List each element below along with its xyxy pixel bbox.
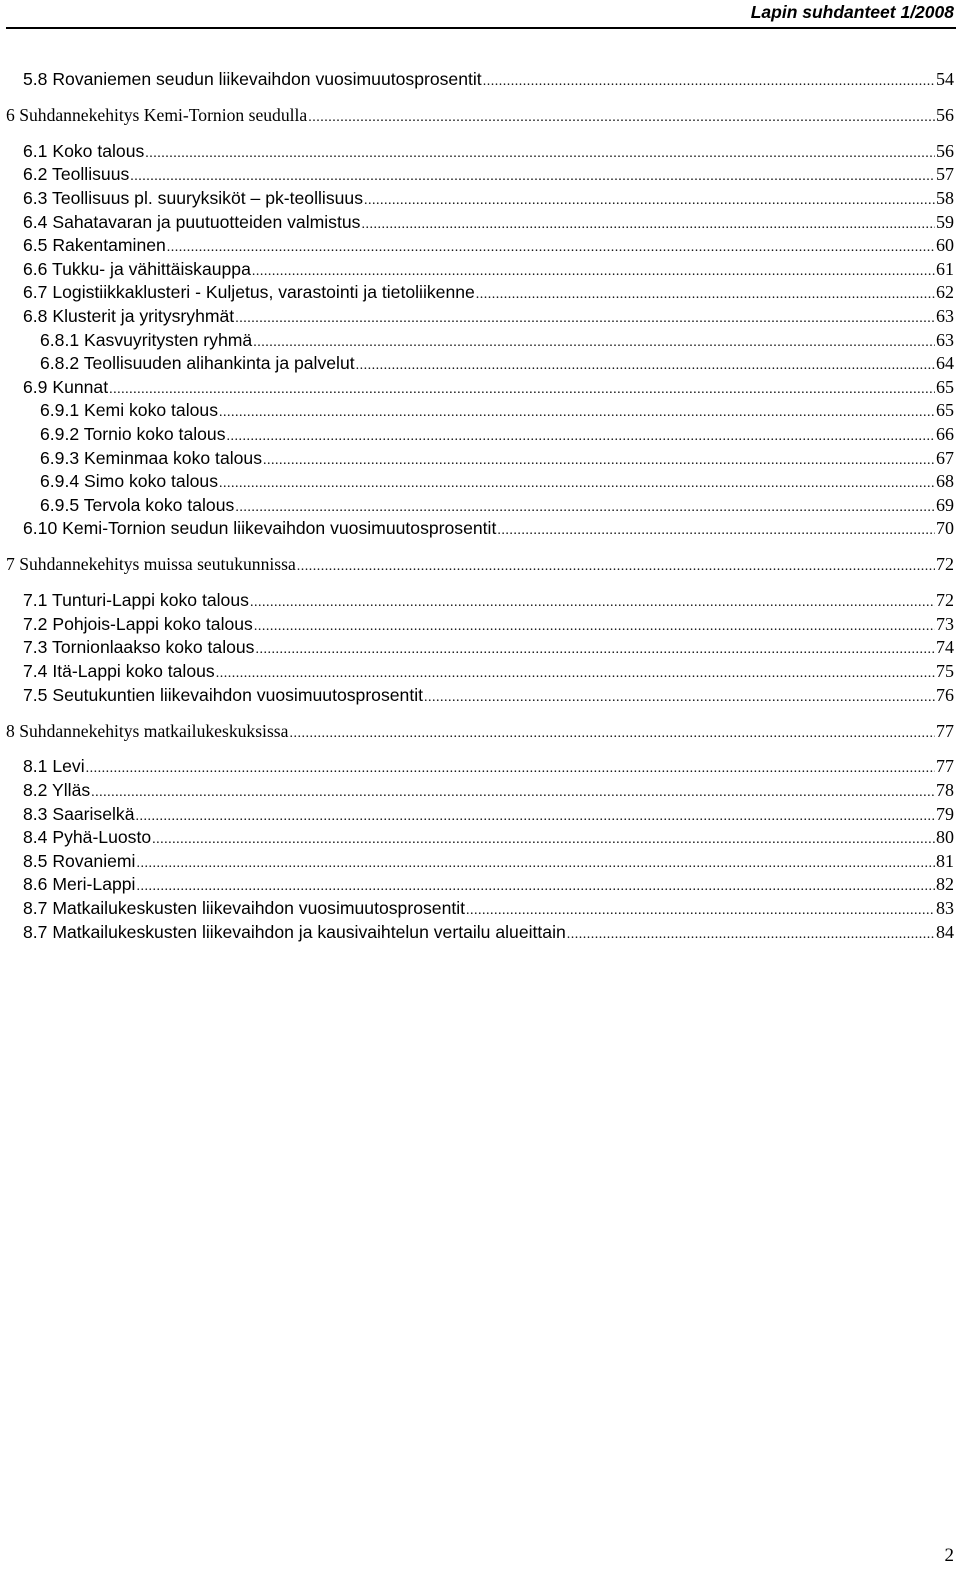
toc-entry-page: 63 <box>936 329 954 350</box>
toc-dot-leader <box>130 165 935 188</box>
toc-dot-leader <box>216 662 935 685</box>
toc-dot-leader <box>308 106 935 129</box>
toc-dot-leader <box>254 615 935 638</box>
toc-entry[interactable] <box>23 281 954 306</box>
toc-dot-leader <box>136 875 935 898</box>
toc-entry[interactable] <box>40 447 954 472</box>
toc-entry-label: 8.5 Rovaniemi <box>23 850 136 871</box>
toc-entry-label: 6.9.5 Tervola koko talous <box>40 494 235 515</box>
toc-entry-page: 63 <box>936 306 954 326</box>
running-header-title: Lapin suhdanteet 1/2008 <box>750 2 954 22</box>
toc-dot-leader <box>136 852 935 875</box>
toc-entry-page: 79 <box>936 803 954 824</box>
toc-entry[interactable] <box>6 720 954 745</box>
toc-entry-page: 58 <box>936 188 954 208</box>
toc-dot-leader <box>227 425 935 448</box>
toc-dot-leader <box>356 354 935 377</box>
toc-entry-page: 76 <box>936 684 954 705</box>
toc-dot-leader <box>252 260 935 283</box>
toc-dot-leader <box>297 555 935 578</box>
toc-entry-label: 6.9.2 Tornio koko talous <box>40 424 226 444</box>
toc-entry[interactable] <box>23 897 954 922</box>
toc-entry-label: 6.10 Kemi-Tornion seudun liikevaihdon vuosimuutosprosentit <box>23 518 497 539</box>
toc-dot-leader <box>253 331 935 354</box>
toc-entry-label: 8.7 Matkailukeskusten liikevaihdon vuosimuutosprosentit <box>23 898 466 918</box>
toc-dot-leader <box>91 781 935 804</box>
toc-entry-label: 6.9.3 Keminmaa koko talous <box>40 447 263 468</box>
toc-entry[interactable] <box>40 399 954 424</box>
toc-entry-page: 75 <box>936 661 954 681</box>
toc-entry-page: 60 <box>936 235 954 256</box>
toc-entry-page: 78 <box>936 780 954 800</box>
toc-dot-leader <box>289 722 935 745</box>
toc-entry-label: 6.8.2 Teollisuuden alihankinta ja palvelut <box>40 353 355 374</box>
toc-entry-label: 7.5 Seutukuntien liikevaihdon vuosimuutosprosentit <box>23 684 424 705</box>
toc-dot-leader <box>497 519 935 542</box>
toc-entry-label: 8 Suhdannekehitys matkailukeskuksissa <box>6 720 289 741</box>
toc-entry-page: 72 <box>936 554 954 575</box>
toc-entry-label: 7 Suhdannekehitys muissa seutukunnissa <box>6 554 296 575</box>
toc-entry-page: 81 <box>936 850 954 871</box>
toc-entry-page: 65 <box>936 376 954 397</box>
toc-entry[interactable] <box>23 660 954 685</box>
toc-entry-page: 56 <box>936 104 954 125</box>
toc-entry-page: 80 <box>936 827 954 848</box>
toc-entry-page: 68 <box>936 471 954 492</box>
toc-entry-page: 65 <box>936 400 954 421</box>
toc-entry[interactable] <box>23 258 954 283</box>
header-rule <box>6 27 956 29</box>
toc-entry-label: 8.3 Saariselkä <box>23 803 135 824</box>
toc-dot-leader <box>476 283 935 306</box>
toc-entry-page: 62 <box>936 282 954 303</box>
toc-entry[interactable] <box>23 636 954 661</box>
toc-entry-page: 82 <box>936 874 954 895</box>
toc-entry[interactable] <box>23 305 954 330</box>
toc-entry-page: 83 <box>936 898 954 918</box>
toc-entry[interactable] <box>40 329 954 354</box>
toc-entry-label: 8.1 Levi <box>23 756 85 777</box>
toc-entry-label: 8.4 Pyhä-Luosto <box>23 827 152 848</box>
toc-entry[interactable] <box>23 187 954 212</box>
toc-entry-label: 8.2 Ylläs <box>23 780 91 800</box>
toc-entry-label: 6.9.4 Simo koko talous <box>40 471 218 492</box>
toc-dot-leader <box>263 449 935 472</box>
toc-entry-label: 6.9 Kunnat <box>23 376 109 397</box>
toc-entry-label: 6 Suhdannekehitys Kemi-Tornion seudulla <box>6 104 308 125</box>
toc-entry[interactable] <box>23 163 954 188</box>
toc-dot-leader <box>219 472 935 495</box>
toc-dot-leader <box>235 307 935 330</box>
toc-entry-page: 54 <box>936 69 954 89</box>
toc-dot-leader <box>152 828 935 851</box>
toc-entry-page: 70 <box>936 518 954 539</box>
toc-dot-leader <box>86 757 935 780</box>
toc-entry-label: 7.2 Pohjois-Lappi koko talous <box>23 613 253 634</box>
page-number: 2 <box>944 1545 954 1566</box>
toc-entry-page: 69 <box>936 494 954 515</box>
toc-entry-label: 6.8.1 Kasvuyritysten ryhmä <box>40 329 253 350</box>
toc-entry[interactable] <box>40 494 954 519</box>
toc-entry-page: 61 <box>936 258 954 279</box>
toc-entry[interactable] <box>40 423 954 448</box>
toc-dot-leader <box>250 591 935 614</box>
toc-entry[interactable] <box>23 921 954 946</box>
toc-entry-label: 6.7 Logistiikkaklusteri - Kuljetus, varastointi ja tietoliikenne <box>23 282 475 303</box>
toc-entry[interactable] <box>23 779 954 804</box>
toc-entry[interactable] <box>23 211 954 236</box>
toc-dot-leader <box>483 70 935 93</box>
toc-entry-page: 77 <box>936 756 954 777</box>
toc-entry-page: 77 <box>936 720 954 741</box>
toc-entry-page: 74 <box>936 637 954 658</box>
toc-entry-label: 7.4 Itä-Lappi koko talous <box>23 661 215 681</box>
toc-entry-label: 6.1 Koko talous <box>23 140 145 161</box>
toc-entry-label: 5.8 Rovaniemen seudun liikevaihdon vuosimuutosprosentit <box>23 69 482 89</box>
toc-dot-leader <box>136 805 936 828</box>
toc-entry-page: 57 <box>936 164 954 185</box>
toc-entry-page: 59 <box>936 211 954 232</box>
toc-dot-leader <box>255 638 935 661</box>
toc-entry-page: 56 <box>936 140 954 161</box>
toc-entry-label: 6.8 Klusterit ja yritysryhmät <box>23 306 235 326</box>
toc-dot-leader <box>219 401 935 424</box>
toc-entry[interactable] <box>23 589 954 614</box>
toc-dot-leader <box>167 236 935 259</box>
toc-entry-page: 64 <box>936 353 954 374</box>
toc-entry[interactable] <box>23 850 954 875</box>
toc-entry[interactable] <box>40 470 954 495</box>
toc-entry[interactable] <box>23 376 954 401</box>
toc-entry-label: 8.7 Matkailukeskusten liikevaihdon ja kausivaihtelun vertailu alueittain <box>23 921 566 942</box>
toc-dot-leader <box>235 496 935 519</box>
toc-entry[interactable] <box>23 517 954 542</box>
toc-entry-label: 7.3 Tornionlaakso koko talous <box>23 637 255 658</box>
toc-entry[interactable] <box>23 140 954 165</box>
toc-entry-label: 6.4 Sahatavaran ja puutuotteiden valmistus <box>23 211 361 232</box>
toc-dot-leader <box>466 899 935 922</box>
toc-entry[interactable] <box>23 826 954 851</box>
toc-dot-leader <box>145 142 935 165</box>
toc-entry[interactable] <box>23 873 954 898</box>
toc-entry-label: 6.9.1 Kemi koko talous <box>40 400 218 421</box>
toc-entry-label: 6.3 Teollisuus pl. suuryksiköt – pk-teollisuus <box>23 188 363 208</box>
toc-entry-page: 72 <box>936 590 954 611</box>
toc-dot-leader <box>109 378 935 401</box>
toc-entry[interactable] <box>6 104 954 129</box>
toc-dot-leader <box>361 213 935 236</box>
toc-entry[interactable] <box>23 68 954 93</box>
toc-entry-page: 73 <box>936 613 954 634</box>
toc-entry[interactable] <box>40 352 954 377</box>
toc-entry-label: 6.2 Teollisuus <box>23 164 130 185</box>
toc-entry-label: 6.6 Tukku- ja vähittäiskauppa <box>23 258 251 279</box>
toc-entry[interactable] <box>23 613 954 638</box>
toc-entry-page: 66 <box>936 424 954 444</box>
toc-entry[interactable] <box>23 234 954 259</box>
toc-entry[interactable] <box>23 684 954 709</box>
toc-entry[interactable] <box>23 755 954 780</box>
toc-entry[interactable] <box>23 803 954 828</box>
toc-entry[interactable] <box>6 553 954 578</box>
toc-entry-label: 8.6 Meri-Lappi <box>23 874 136 895</box>
toc-dot-leader <box>424 686 935 709</box>
toc-entry-label: 6.5 Rakentaminen <box>23 235 166 256</box>
toc-dot-leader <box>567 923 935 946</box>
toc-entry-page: 67 <box>936 447 954 468</box>
toc-entry-page: 84 <box>936 921 954 942</box>
toc-dot-leader <box>364 189 935 212</box>
toc-entry-label: 7.1 Tunturi-Lappi koko talous <box>23 590 249 611</box>
